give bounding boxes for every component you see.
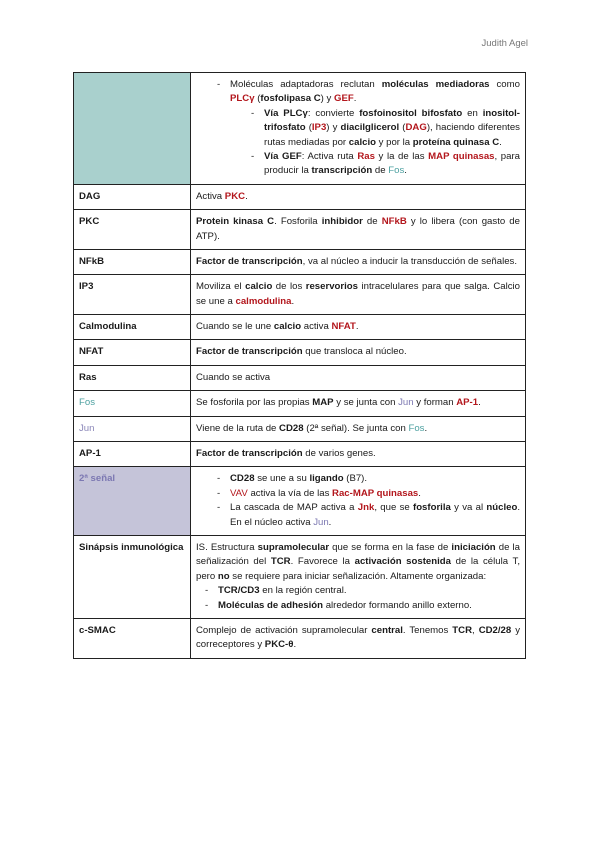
definition-cell: Cuando se le une calcio activa NFAT.	[191, 315, 526, 340]
definition-cell: Cuando se activa	[191, 365, 526, 390]
term-cell: Fos	[74, 391, 191, 416]
list-item: - Moléculas adaptadoras reclutan moléculas mediadoras como PLCγ (fosfolipasa C) y GEF. - Vía PLCγ: convierte fosfoinositol bifosfato en inositol-trifosfato (IP3) y diacilglicerol (DAG), haciendo diferentes rutas mediadas por calcio y por la proteína quinasa C. - Vía GEF: Activa ruta Ras y la de las MAP quinasas, para producir la transcripción de Fos.	[214, 78, 520, 179]
table-row	[74, 73, 526, 185]
term-cell: c-SMAC	[74, 618, 191, 658]
list-item: - TCR/CD3 en la región central.	[202, 584, 520, 598]
table-row	[74, 365, 526, 390]
definition-cell: Protein kinasa C. Fosforila inhibidor de NFkB y lo libera (con gasto de ATP).	[191, 210, 526, 250]
author-name: Judith Agel	[481, 38, 528, 49]
term-cell: 2ª señal	[74, 467, 191, 536]
term-cell: Ras	[74, 365, 191, 390]
term-cell: DAG	[74, 184, 191, 209]
definition-cell: Factor de transcripción de varios genes.	[191, 442, 526, 467]
list-item: - Vía PLCγ: convierte fosfoinositol bifosfato en inositol-trifosfato (IP3) y diacilglicerol (DAG), haciendo diferentes rutas mediadas por calcio y por la proteína quinasa C.	[248, 107, 520, 150]
table-row	[74, 340, 526, 365]
list-item: - La cascada de MAP activa a Jnk, que se fosforila y va al núcleo. En el núcleo activa Jun.	[214, 501, 520, 530]
definition-cell: Se fosforila por las propias MAP y se junta con Jun y forman AP-1.	[191, 391, 526, 416]
term-cell: Calmodulina	[74, 315, 191, 340]
term-cell: Jun	[74, 416, 191, 441]
table-row	[74, 535, 526, 618]
table-row	[74, 315, 526, 340]
glossary-table	[73, 72, 526, 659]
definition-cell: Complejo de activación supramolecular central. Tenemos TCR, CD2/28 y correceptores y PKC-θ.	[191, 618, 526, 658]
term-cell: Sinápsis inmunológica	[74, 535, 191, 618]
definition-cell	[191, 467, 526, 536]
definition-cell: Factor de transcripción que transloca al núcleo.	[191, 340, 526, 365]
table-row	[74, 618, 526, 658]
table-row	[74, 416, 526, 441]
definition-cell: Moviliza el calcio de los reservorios intracelulares para que salga. Calcio se une a calmodulina.	[191, 275, 526, 315]
term-cell: AP-1	[74, 442, 191, 467]
table-row	[74, 275, 526, 315]
table-row	[74, 467, 526, 536]
paragraph: IS. Estructura supramolecular que se forma en la fase de iniciación de la señalización del TCR. Favorece la activación sostenida de la célula T, pero no se requiere para iniciar señalización. Altamente organizada:	[196, 541, 520, 582]
definition-cell: Activa PKC.	[191, 184, 526, 209]
definition-cell	[191, 535, 526, 618]
table-row	[74, 249, 526, 274]
term-cell: NFkB	[74, 249, 191, 274]
list-item: - VAV activa la vía de las Rac-MAP quinasas.	[214, 487, 520, 501]
definition-cell: Viene de la ruta de CD28 (2ª señal). Se junta con Fos.	[191, 416, 526, 441]
term-cell: NFAT	[74, 340, 191, 365]
table-row	[74, 391, 526, 416]
term-cell-empty	[74, 73, 191, 185]
table-row	[74, 184, 526, 209]
list-item: - Vía GEF: Activa ruta Ras y la de las MAP quinasas, para producir la transcripción de Fos.	[248, 150, 520, 179]
table-row	[74, 442, 526, 467]
list-item: - CD28 se une a su ligando (B7).	[214, 472, 520, 486]
term-cell: PKC	[74, 210, 191, 250]
table-row	[74, 210, 526, 250]
definition-cell	[191, 73, 526, 185]
list-item: - Moléculas de adhesión alrededor formando anillo externo.	[202, 599, 520, 613]
term-cell: IP3	[74, 275, 191, 315]
definition-cell: Factor de transcripción, va al núcleo a inducir la transducción de señales.	[191, 249, 526, 274]
